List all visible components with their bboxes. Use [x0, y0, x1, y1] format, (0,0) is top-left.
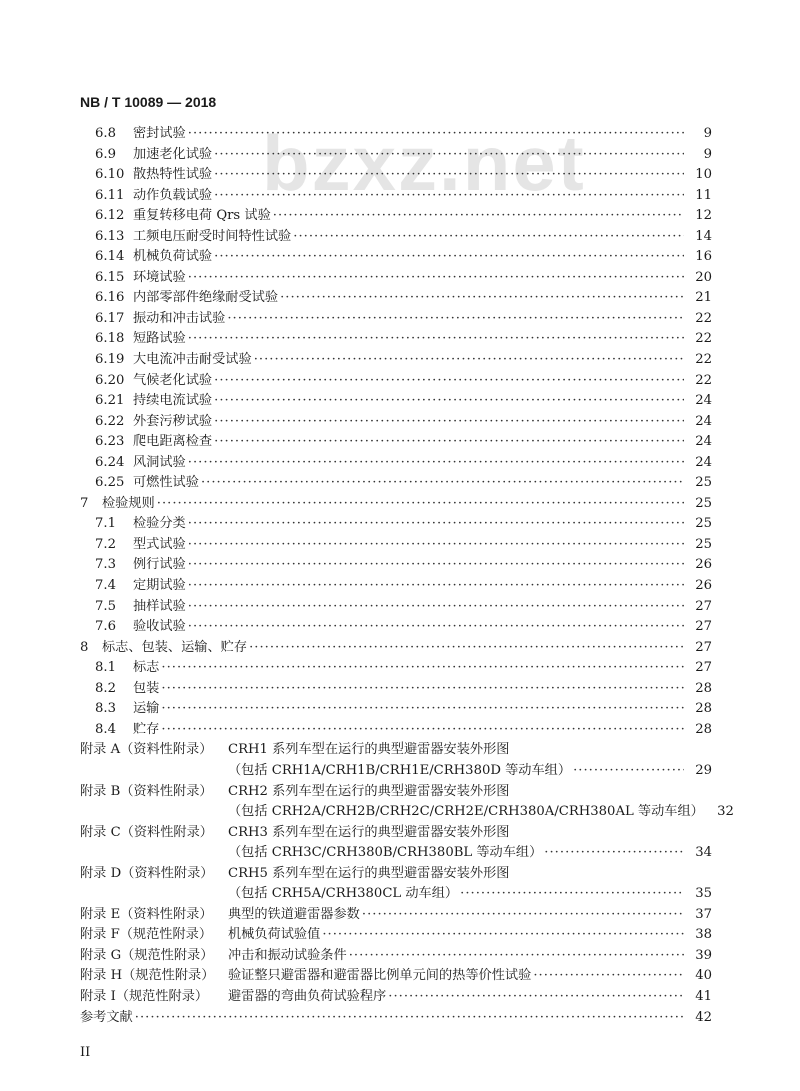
- toc-entry[interactable]: [80, 699, 712, 720]
- toc-entry-number: 7.2: [95, 536, 116, 552]
- toc-entry-title: 重复转移电荷 Qrs 试验: [133, 208, 271, 224]
- toc-appendix-label: 附录 D（资料性附录）: [80, 865, 214, 881]
- toc-page-number: 26: [695, 578, 712, 594]
- dot-leader: [460, 884, 684, 905]
- toc-entry-title: CRH2 系列车型在运行的典型避雷器安装外形图: [228, 783, 510, 799]
- toc-page-number: 24: [695, 434, 712, 450]
- toc-entry[interactable]: [80, 206, 712, 227]
- toc-entry-number: 6.16: [95, 290, 125, 306]
- toc-entry[interactable]: [80, 864, 712, 885]
- toc-entry-number: 6.14: [95, 249, 125, 265]
- toc-page-number: 35: [695, 886, 712, 902]
- toc-entry-number: 6.24: [95, 454, 125, 470]
- dot-leader: [188, 453, 684, 474]
- toc-page-number: 24: [695, 454, 712, 470]
- toc-entry[interactable]: [80, 535, 712, 556]
- toc-entry-number: 7.6: [95, 619, 116, 635]
- toc-entry[interactable]: [80, 186, 712, 207]
- toc-appendix-label: 附录 E（资料性附录）: [80, 906, 213, 922]
- toc-entry-number: 8.4: [95, 721, 116, 737]
- toc-entry-title: 动作负载试验: [133, 187, 213, 203]
- toc-page-number: 14: [695, 228, 712, 244]
- toc-entry-title: 例行试验: [133, 557, 186, 573]
- toc-entry-title: 运输: [133, 701, 160, 717]
- toc-entry-number: 6.11: [95, 187, 125, 203]
- toc-entry[interactable]: [80, 371, 712, 392]
- toc-entry-title: （包括 CRH3C/CRH380B/CRH380BL 等动车组）: [228, 845, 543, 861]
- toc-entry[interactable]: [80, 432, 712, 453]
- toc-entry[interactable]: [80, 555, 712, 576]
- toc-page-number: 29: [695, 762, 712, 778]
- toc-entry-number: 6.20: [95, 372, 125, 388]
- toc-entry[interactable]: [80, 617, 712, 638]
- toc-entry[interactable]: [80, 720, 712, 741]
- dot-leader: [249, 638, 684, 659]
- toc-entry-title: 检验分类: [133, 516, 186, 532]
- toc-page-number: 10: [695, 167, 712, 183]
- toc-entry-number: 6.15: [95, 269, 125, 285]
- toc-page-number: 11: [695, 187, 712, 203]
- dot-leader: [214, 432, 684, 453]
- toc-entry-title: 可燃性试验: [133, 475, 199, 491]
- toc-entry[interactable]: [80, 843, 712, 864]
- toc-entry[interactable]: [80, 884, 712, 905]
- toc-appendix-label: 附录 H（规范性附录）: [80, 968, 215, 984]
- toc-page-number: 32: [717, 804, 734, 820]
- toc-page-number: 16: [695, 249, 712, 265]
- dot-leader: [362, 905, 684, 926]
- toc-appendix-label: 附录 C（资料性附录）: [80, 824, 213, 840]
- toc-entry[interactable]: [80, 740, 712, 761]
- toc-entry-title: CRH1 系列车型在运行的典型避雷器安装外形图: [228, 742, 510, 758]
- toc-entry-title: 外套污秽试验: [133, 413, 213, 429]
- toc-entry-title: 持续电流试验: [133, 393, 213, 409]
- toc-entry-title: 工频电压耐受时间特性试验: [133, 228, 292, 244]
- toc-entry[interactable]: [80, 124, 712, 145]
- dot-leader: [161, 658, 684, 679]
- page-number-footer: II: [80, 1045, 91, 1060]
- toc-page-number: 27: [695, 660, 712, 676]
- toc-entry[interactable]: [80, 453, 712, 474]
- toc-entry[interactable]: [80, 391, 712, 412]
- toc-page-number: 28: [695, 680, 712, 696]
- toc-entry[interactable]: [80, 350, 712, 371]
- toc-page-number: 28: [695, 701, 712, 717]
- toc-entry-number: 7.1: [95, 516, 116, 532]
- toc-entry[interactable]: [80, 1008, 712, 1029]
- dot-leader: [322, 925, 684, 946]
- dot-leader: [388, 987, 684, 1008]
- toc-entry-number: 8: [80, 639, 89, 655]
- toc-entry-title: 气候老化试验: [133, 372, 213, 388]
- toc-entry-title: 验收试验: [133, 619, 186, 635]
- dot-leader: [161, 720, 684, 741]
- toc-entry-title: 散热特性试验: [133, 167, 213, 183]
- toc-entry[interactable]: [80, 905, 712, 926]
- toc-entry-title: 参考文献: [80, 1009, 133, 1025]
- toc-appendix-label: 附录 A（资料性附录）: [80, 742, 213, 758]
- toc-entry-number: 7.3: [95, 557, 116, 573]
- toc-entry-title: （包括 CRH1A/CRH1B/CRH1E/CRH380D 等动车组）: [228, 762, 572, 778]
- toc-entry-number: 6.19: [95, 352, 125, 368]
- toc-page-number: 20: [695, 269, 712, 285]
- toc-entry-number: 6.22: [95, 413, 125, 429]
- toc-entry[interactable]: [80, 514, 712, 535]
- toc-entry-number: 6.13: [95, 228, 125, 244]
- toc-entry-title: 环境试验: [133, 269, 186, 285]
- toc-entry-title: 爬电距离检查: [133, 434, 213, 450]
- toc-entry-title: 短路试验: [133, 331, 186, 347]
- toc-entry[interactable]: [80, 329, 712, 350]
- toc-entry[interactable]: [80, 946, 712, 967]
- toc-entry-title: 冲击和振动试验条件: [228, 947, 347, 963]
- table-of-contents: [80, 124, 734, 1028]
- toc-entry-title: CRH3 系列车型在运行的典型避雷器安装外形图: [228, 824, 510, 840]
- dot-leader: [188, 329, 684, 350]
- toc-entry-title: 贮存: [133, 721, 160, 737]
- toc-entry[interactable]: [80, 309, 712, 330]
- dot-leader: [161, 679, 684, 700]
- toc-entry[interactable]: [80, 412, 712, 433]
- dot-leader: [214, 247, 684, 268]
- dot-leader: [188, 535, 684, 556]
- toc-entry-title: 风洞试验: [133, 454, 186, 470]
- toc-entry-title: 避雷器的弯曲负荷试验程序: [228, 988, 387, 1004]
- dot-leader: [214, 145, 684, 166]
- toc-page-number: 24: [695, 393, 712, 409]
- toc-entry-number: 6.8: [95, 126, 116, 141]
- toc-entry-number: 6.12: [95, 208, 125, 224]
- toc-entry-title: 检验规则: [102, 495, 155, 511]
- dot-leader: [188, 617, 684, 638]
- dot-leader: [214, 391, 684, 412]
- toc-page-number: 25: [695, 475, 712, 491]
- toc-page-number: 34: [695, 845, 712, 861]
- dot-leader: [214, 412, 684, 433]
- dot-leader: [188, 555, 684, 576]
- toc-entry[interactable]: [80, 597, 712, 618]
- toc-entry-title: （包括 CRH2A/CRH2B/CRH2C/CRH2E/CRH380A/CRH380AL 等动车组）: [228, 804, 704, 820]
- toc-entry[interactable]: [80, 638, 712, 659]
- toc-entry[interactable]: [80, 966, 712, 987]
- toc-entry[interactable]: [80, 987, 712, 1008]
- dot-leader: [188, 597, 684, 618]
- toc-entry-number: 6.25: [95, 475, 125, 491]
- toc-entry[interactable]: [80, 802, 734, 823]
- toc-entry-number: 6.23: [95, 434, 125, 450]
- dot-leader: [280, 288, 684, 309]
- watermark: bzxz.net: [262, 119, 586, 207]
- toc-page-number: 27: [695, 639, 712, 655]
- toc-page-number: 25: [695, 536, 712, 552]
- dot-leader: [188, 268, 684, 289]
- toc-page-number: 21: [695, 290, 712, 306]
- toc-page-number: 39: [695, 947, 712, 963]
- toc-entry[interactable]: [80, 679, 712, 700]
- toc-entry-title: 验证整只避雷器和避雷器比例单元间的热等价性试验: [228, 968, 532, 984]
- dot-leader: [188, 124, 684, 145]
- toc-entry[interactable]: [80, 925, 712, 946]
- toc-page-number: 25: [695, 516, 712, 532]
- toc-page-number: 22: [695, 310, 712, 326]
- toc-entry-number: 6.9: [95, 146, 116, 162]
- toc-entry-number: 6.17: [95, 310, 125, 326]
- toc-entry-title: 机械负荷试验值: [228, 927, 321, 943]
- toc-entry[interactable]: [80, 761, 712, 782]
- dot-leader: [214, 371, 684, 392]
- toc-entry-title: 振动和冲击试验: [133, 310, 226, 326]
- toc-entry-number: 8.2: [95, 680, 116, 696]
- toc-entry[interactable]: [80, 268, 712, 289]
- dot-leader: [188, 576, 684, 597]
- toc-entry[interactable]: [80, 823, 712, 844]
- dot-leader: [227, 309, 684, 330]
- toc-entry[interactable]: [80, 288, 712, 309]
- toc-page-number: 25: [695, 495, 712, 511]
- toc-entry-title: 机械负荷试验: [133, 249, 213, 265]
- dot-leader: [533, 966, 684, 987]
- toc-entry-number: 8.1: [95, 660, 116, 676]
- toc-entry-number: 6.10: [95, 167, 125, 183]
- toc-page-number: 27: [695, 619, 712, 635]
- dot-leader: [573, 761, 684, 782]
- toc-appendix-label: 附录 I（规范性附录）: [80, 988, 209, 1004]
- toc-entry-title: 包装: [133, 680, 160, 696]
- toc-entry-title: 密封试验: [133, 126, 186, 141]
- toc-entry-title: 定期试验: [133, 578, 186, 594]
- dot-leader: [157, 494, 684, 515]
- toc-entry-title: 典型的铁道避雷器参数: [228, 906, 360, 922]
- toc-appendix-label: 附录 G（规范性附录）: [80, 947, 214, 963]
- toc-entry-title: 内部零部件绝缘耐受试验: [133, 290, 279, 306]
- dot-leader: [188, 514, 684, 535]
- toc-entry-number: 7.4: [95, 578, 116, 594]
- toc-entry[interactable]: [80, 782, 712, 803]
- toc-page-number: 28: [695, 721, 712, 737]
- dot-leader: [214, 186, 684, 207]
- dot-leader: [135, 1008, 684, 1029]
- toc-entry-number: 8.3: [95, 701, 116, 717]
- toc-entry[interactable]: [80, 145, 712, 166]
- dot-leader: [293, 227, 684, 248]
- toc-entry-title: 抽样试验: [133, 598, 186, 614]
- toc-entry[interactable]: [80, 494, 712, 515]
- toc-page-number: 12: [695, 208, 712, 224]
- dot-leader: [273, 206, 684, 227]
- toc-page-number: 22: [695, 331, 712, 347]
- toc-entry[interactable]: [80, 165, 712, 186]
- toc-entry-number: 6.18: [95, 331, 125, 347]
- toc-entry[interactable]: [80, 576, 712, 597]
- toc-page-number: 9: [703, 146, 712, 162]
- toc-entry[interactable]: [80, 227, 712, 248]
- toc-entry-title: 加速老化试验: [133, 146, 213, 162]
- toc-entry-number: 6.21: [95, 393, 125, 409]
- dot-leader: [254, 350, 684, 371]
- dot-leader: [161, 699, 684, 720]
- dot-leader: [201, 473, 684, 494]
- toc-page-number: 42: [695, 1009, 712, 1025]
- toc-page-number: 38: [695, 927, 712, 943]
- toc-entry-number: 7: [80, 495, 89, 511]
- toc-page-number: 22: [695, 372, 712, 388]
- toc-page-number: 41: [695, 988, 712, 1004]
- toc-entry-title: 大电流冲击耐受试验: [133, 352, 252, 368]
- dot-leader: [349, 946, 684, 967]
- standard-number-header: NB / T 10089 — 2018: [80, 94, 217, 110]
- toc-appendix-label: 附录 F（规范性附录）: [80, 927, 213, 943]
- toc-entry[interactable]: [80, 247, 712, 268]
- dot-leader: [544, 843, 684, 864]
- toc-entry-title: 型式试验: [133, 536, 186, 552]
- toc-entry-title: （包括 CRH5A/CRH380CL 动车组）: [228, 886, 459, 902]
- toc-page-number: 22: [695, 352, 712, 368]
- toc-page-number: 37: [695, 906, 712, 922]
- dot-leader: [214, 165, 684, 186]
- toc-page-number: 27: [695, 598, 712, 614]
- toc-entry[interactable]: [80, 473, 712, 494]
- toc-page-number: 9: [703, 126, 712, 141]
- toc-appendix-label: 附录 B（资料性附录）: [80, 783, 213, 799]
- toc-entry-number: 7.5: [95, 598, 116, 614]
- toc-page-number: 26: [695, 557, 712, 573]
- toc-entry[interactable]: [80, 658, 712, 679]
- toc-entry-title: CRH5 系列车型在运行的典型避雷器安装外形图: [228, 865, 510, 881]
- toc-entry-title: 标志: [133, 660, 160, 676]
- toc-page-number: 40: [695, 968, 712, 984]
- toc-page-number: 24: [695, 413, 712, 429]
- toc-entry-title: 标志、包装、运输、贮存: [102, 639, 248, 655]
